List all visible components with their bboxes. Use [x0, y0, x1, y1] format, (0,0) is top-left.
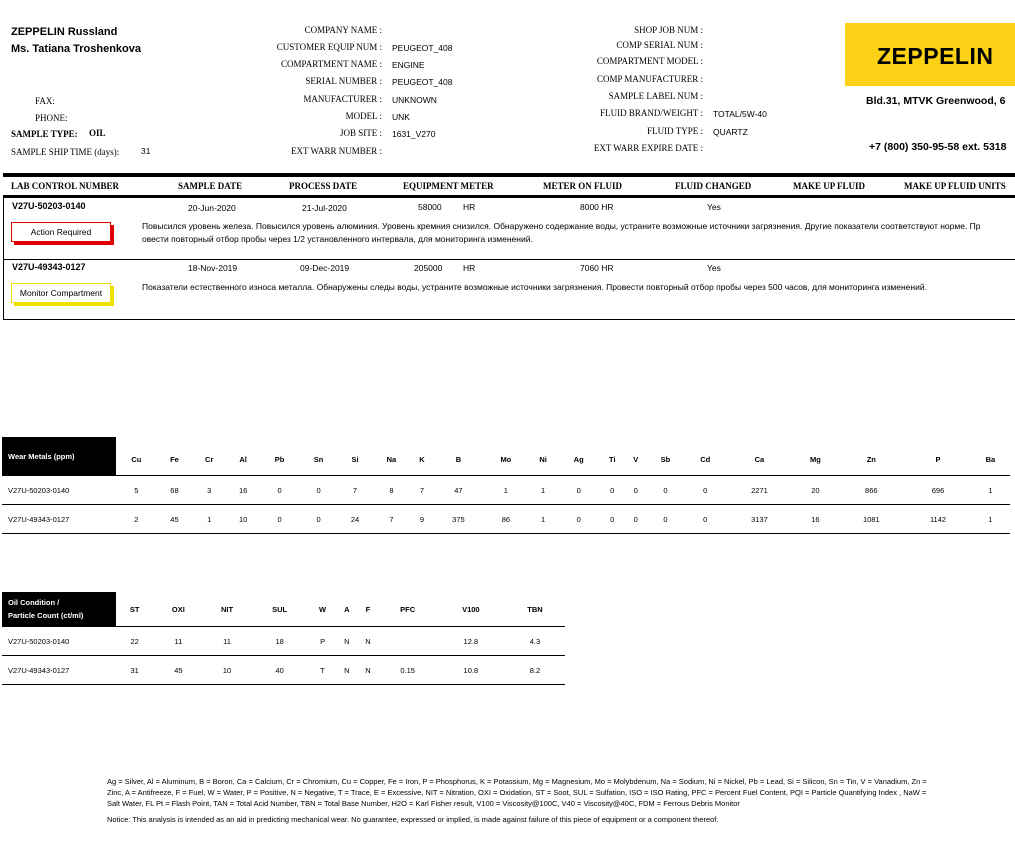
column-header: ST [129, 604, 140, 614]
disclaimer-notice: Notice: This analysis is intended as an aid in predicting mechanical wear. No guarantee, expressed or implied, is made against failure of this piece of equipment or a component thereof. [107, 815, 719, 824]
field-value: UNKNOWN [392, 95, 437, 105]
cell-value: 0 [599, 505, 626, 534]
cell-value: 2 [116, 505, 157, 534]
table-title-line: Oil Condition / [8, 598, 60, 607]
cell-value: 16 [793, 505, 837, 534]
field-label: COMPARTMENT MODEL : [596, 56, 703, 66]
field-label: EXT WARR NUMBER : [291, 146, 382, 156]
field-label: FLUID BRAND/WEIGHT : [600, 108, 703, 118]
meter-on-fluid: 8000 HR [580, 202, 614, 212]
cell-value: 31 [116, 656, 153, 685]
column-header: Pb [274, 454, 285, 464]
cell-value: 1 [528, 505, 558, 534]
cell-value: 9 [411, 505, 433, 534]
cell-value: 86 [484, 505, 528, 534]
field-label: MANUFACTURER : [303, 94, 382, 104]
cell-value: 20 [793, 476, 837, 505]
cell-value: 1 [484, 476, 528, 505]
cell-value: 40 [251, 656, 309, 685]
table-title-line: Particle Count (ct/ml) [8, 611, 84, 620]
column-header: A [344, 604, 350, 614]
sample-comment: Повысился уровень железа. Повысился уровень алюминия. Уровень кремния снизился. Обнаружено содержание воды, устраните возможные источники загрязнения. Другие показатели соответствуют норме. Пр овести повторный отбор пробы через 1/2 установленного интервала, для мониторинга изменений. [142, 221, 981, 244]
field-value: UNK [392, 112, 410, 122]
meter-unit: HR [463, 263, 476, 273]
column-header: Cr [205, 454, 214, 464]
column-header: B [455, 454, 462, 464]
table-row [2, 627, 565, 656]
cell-value: 45 [153, 656, 203, 685]
cell-value: 1 [192, 505, 226, 534]
sample-type-value: OIL [89, 128, 106, 138]
cell-value: 5 [116, 476, 157, 505]
lab-number[interactable]: V27U-50203-0140 [12, 201, 86, 211]
field-label: COMPANY NAME : [304, 25, 382, 35]
sample-type-label: SAMPLE TYPE: [11, 129, 78, 139]
field-label: COMP SERIAL NUM : [616, 40, 703, 50]
cell-value: 0 [626, 476, 646, 505]
field-value: TOTAL/5W-40 [713, 109, 767, 119]
column-header: Ag [573, 454, 584, 464]
cell-value: 0 [685, 476, 726, 505]
column-header: TBN [527, 604, 543, 614]
column-header: MAKE UP FLUID UNITS [904, 181, 1006, 191]
field-value: QUARTZ [713, 127, 748, 137]
sample-comment: Показатели естественного износа металла. Обнаружены следы воды, устраните возможные источники загрязнения. Провести повторный отбор пробы через 500 часов, для мониторинга изменений. [142, 282, 927, 292]
column-header: PROCESS DATE [289, 181, 358, 191]
column-header: Fe [170, 454, 179, 464]
fluid-changed: Yes [707, 263, 721, 273]
column-header: Ti [609, 454, 616, 464]
cell-value: 0 [299, 476, 338, 505]
cell-value: 10.8 [437, 656, 505, 685]
column-header: V [633, 454, 639, 464]
cell-value: 8 [372, 476, 411, 505]
cell-value: 7 [372, 505, 411, 534]
field-value: PEUGEOT_408 [392, 43, 453, 53]
field-label: SAMPLE LABEL NUM : [608, 91, 703, 101]
cell-value: N [336, 656, 357, 685]
cell-value: 2271 [726, 476, 794, 505]
field-value: 1631_V270 [392, 129, 436, 139]
fluid-changed: Yes [707, 202, 721, 212]
logo-text: ZEPPELIN [877, 43, 994, 69]
cell-value: 3137 [726, 505, 794, 534]
dealer-address: Bld.31, MTVK Greenwood, 6 [866, 95, 1006, 107]
column-header: Si [351, 454, 359, 464]
cell-value: 24 [338, 505, 372, 534]
column-header: Sb [660, 454, 671, 464]
equipment-meter: 205000 [414, 263, 443, 273]
cell-value: 68 [157, 476, 193, 505]
column-header: P [935, 454, 941, 464]
column-header: LAB CONTROL NUMBER [11, 181, 120, 191]
column-header: Zn [866, 454, 876, 464]
lab-number[interactable]: V27U-49343-0127 [12, 262, 86, 272]
sample-date: 20-Jun-2020 [188, 203, 236, 213]
status-badge: Monitor Compartment [11, 283, 111, 303]
cell-value: N [336, 627, 357, 656]
field-label: MODEL : [345, 111, 382, 121]
meter-unit: HR [463, 202, 476, 212]
cell-value: 0 [646, 476, 685, 505]
cell-value: N [357, 656, 378, 685]
cell-value: N [357, 627, 378, 656]
cell-value: 0 [260, 476, 299, 505]
table-row [2, 656, 565, 685]
field-value: ENGINE [392, 60, 425, 70]
cell-value: 375 [433, 505, 484, 534]
column-header: NIT [220, 604, 234, 614]
cell-value: 3 [192, 476, 226, 505]
ship-time-label: SAMPLE SHIP TIME (days): [11, 147, 120, 157]
cell-value: 10 [226, 505, 260, 534]
cell-value: 7 [338, 476, 372, 505]
field-label: COMP MANUFACTURER : [596, 74, 703, 84]
column-header: F [365, 604, 371, 614]
field-label: SERIAL NUMBER : [305, 76, 382, 86]
table-header-row [2, 437, 1010, 476]
meter-on-fluid: 7060 HR [580, 263, 614, 273]
dealer-phone: +7 (800) 350-95-58 ext. 5318 [869, 141, 1007, 153]
cell-value: 696 [905, 476, 971, 505]
row-id: V27U-49343-0127 [2, 505, 116, 534]
cell-value: 1 [971, 505, 1010, 534]
cell-value: 0 [299, 505, 338, 534]
column-header: PFC [400, 604, 416, 614]
cell-value: 1 [971, 476, 1010, 505]
cell-value: 16 [226, 476, 260, 505]
cell-value: 18 [251, 627, 309, 656]
process-date: 09-Dec-2019 [300, 263, 350, 273]
field-value: PEUGEOT_408 [392, 77, 453, 87]
column-header: MAKE UP FLUID [793, 181, 865, 191]
table-header-row [2, 592, 565, 627]
cell-value: 0 [646, 505, 685, 534]
abbreviation-legend: Ag = Silver, Al = Aluminum, B = Boron, Ca = Calcium, Cr = Chromium, Cu = Copper, Fe = Iron, P = Phosphorus, K = Potassium, Mg = Magnesium, Mo = Molybdenum, Na = Sodium, Ni = Nickel, Pb = Lead, Si = Silicon, Sn = Tin, V = Vanadium, Zn = Zinc, A = Antifreeze, F = Fuel, W = Water, P = Positive, N = Negative, T = Trace, E = Excessive, NIT = Nitration, OXI = Oxidation, ST = Soot, SUL = Sulfation, ISO = ISO Rating, PFC = Percent Fuel Content, PQI = Particle Quantifying Index , NaW = Salt Water, FL Pt = Flash Point, TAN = Total Acid Number, TBN = Total Base Number, H2O = Karl Fisher result, V100 = Viscosity@100C, V40 = Viscosity@40C, FDM = Ferrous Debris Monitor [107, 777, 927, 808]
wear-metals-table [2, 437, 1010, 534]
header-rule [3, 173, 1015, 177]
cell-value: T [309, 656, 337, 685]
cell-value: 4.3 [505, 627, 565, 656]
column-header: V100 [462, 604, 480, 614]
field-label: COMPARTMENT NAME : [281, 59, 382, 69]
column-header: Na [386, 454, 397, 464]
field-label: JOB SITE : [339, 128, 382, 138]
cell-value: 45 [157, 505, 193, 534]
table-title [2, 592, 116, 627]
column-header: Cu [131, 454, 142, 464]
zeppelin-logo [845, 23, 1015, 86]
cell-value: 1 [528, 476, 558, 505]
field-label: SHOP JOB NUM : [634, 25, 703, 35]
cell-value: 22 [116, 627, 153, 656]
equipment-meter: 58000 [418, 202, 442, 212]
row-id: V27U-50203-0140 [2, 476, 116, 505]
cell-value: 0 [558, 505, 599, 534]
cell-value: 1142 [905, 505, 971, 534]
column-header: EQUIPMENT METER [403, 181, 494, 191]
cell-value: 47 [433, 476, 484, 505]
table-row [2, 505, 1010, 534]
column-header: Ca [754, 454, 765, 464]
cell-value: 0.15 [378, 656, 436, 685]
field-label: EXT WARR EXPIRE DATE : [593, 143, 703, 153]
column-header: Sn [313, 454, 324, 464]
field-label: FLUID TYPE : [647, 126, 703, 136]
customer-contact: Ms. Tatiana Troshenkova [11, 43, 142, 55]
column-header: Al [239, 454, 247, 464]
cell-value: 10 [204, 656, 251, 685]
column-header: SAMPLE DATE [178, 181, 243, 191]
cell-value: 12.8 [437, 627, 505, 656]
column-header: K [419, 454, 425, 464]
cell-value: 11 [204, 627, 251, 656]
column-header: FLUID CHANGED [675, 181, 752, 191]
cell-value: 0 [558, 476, 599, 505]
cell-value: 1081 [837, 505, 905, 534]
row-id: V27U-50203-0140 [2, 627, 116, 656]
fax-label: FAX: [35, 96, 55, 106]
sample-date: 18-Nov-2019 [188, 263, 238, 273]
oil-condition-table [2, 592, 565, 685]
cell-value: 0 [626, 505, 646, 534]
column-header: SUL [272, 604, 288, 614]
table-row [2, 476, 1010, 505]
process-date: 21-Jul-2020 [302, 203, 347, 213]
cell-value: 11 [153, 627, 203, 656]
cell-value: 866 [837, 476, 905, 505]
column-header: METER ON FLUID [543, 181, 623, 191]
table-title: Wear Metals (ppm) [2, 437, 116, 476]
sample-row [3, 198, 1015, 260]
cell-value: 8.2 [505, 656, 565, 685]
ship-time-value: 31 [141, 146, 151, 156]
customer-name: ZEPPELIN Russland [11, 26, 118, 38]
cell-value [378, 627, 436, 656]
sample-row [3, 259, 1015, 320]
cell-value: 0 [260, 505, 299, 534]
column-header: Ba [985, 454, 996, 464]
row-id: V27U-49343-0127 [2, 656, 116, 685]
column-header: Mg [809, 454, 821, 464]
phone-label: PHONE: [35, 113, 68, 123]
column-header: W [319, 604, 327, 614]
field-label: CUSTOMER EQUIP NUM : [276, 42, 382, 52]
cell-value: P [309, 627, 337, 656]
column-header: Cd [700, 454, 711, 464]
column-header: Mo [500, 454, 512, 464]
cell-value: 7 [411, 476, 433, 505]
column-header: OXI [171, 604, 185, 614]
column-header: Ni [539, 454, 547, 464]
cell-value: 0 [599, 476, 626, 505]
cell-value: 0 [685, 505, 726, 534]
status-badge: Action Required [11, 222, 111, 242]
